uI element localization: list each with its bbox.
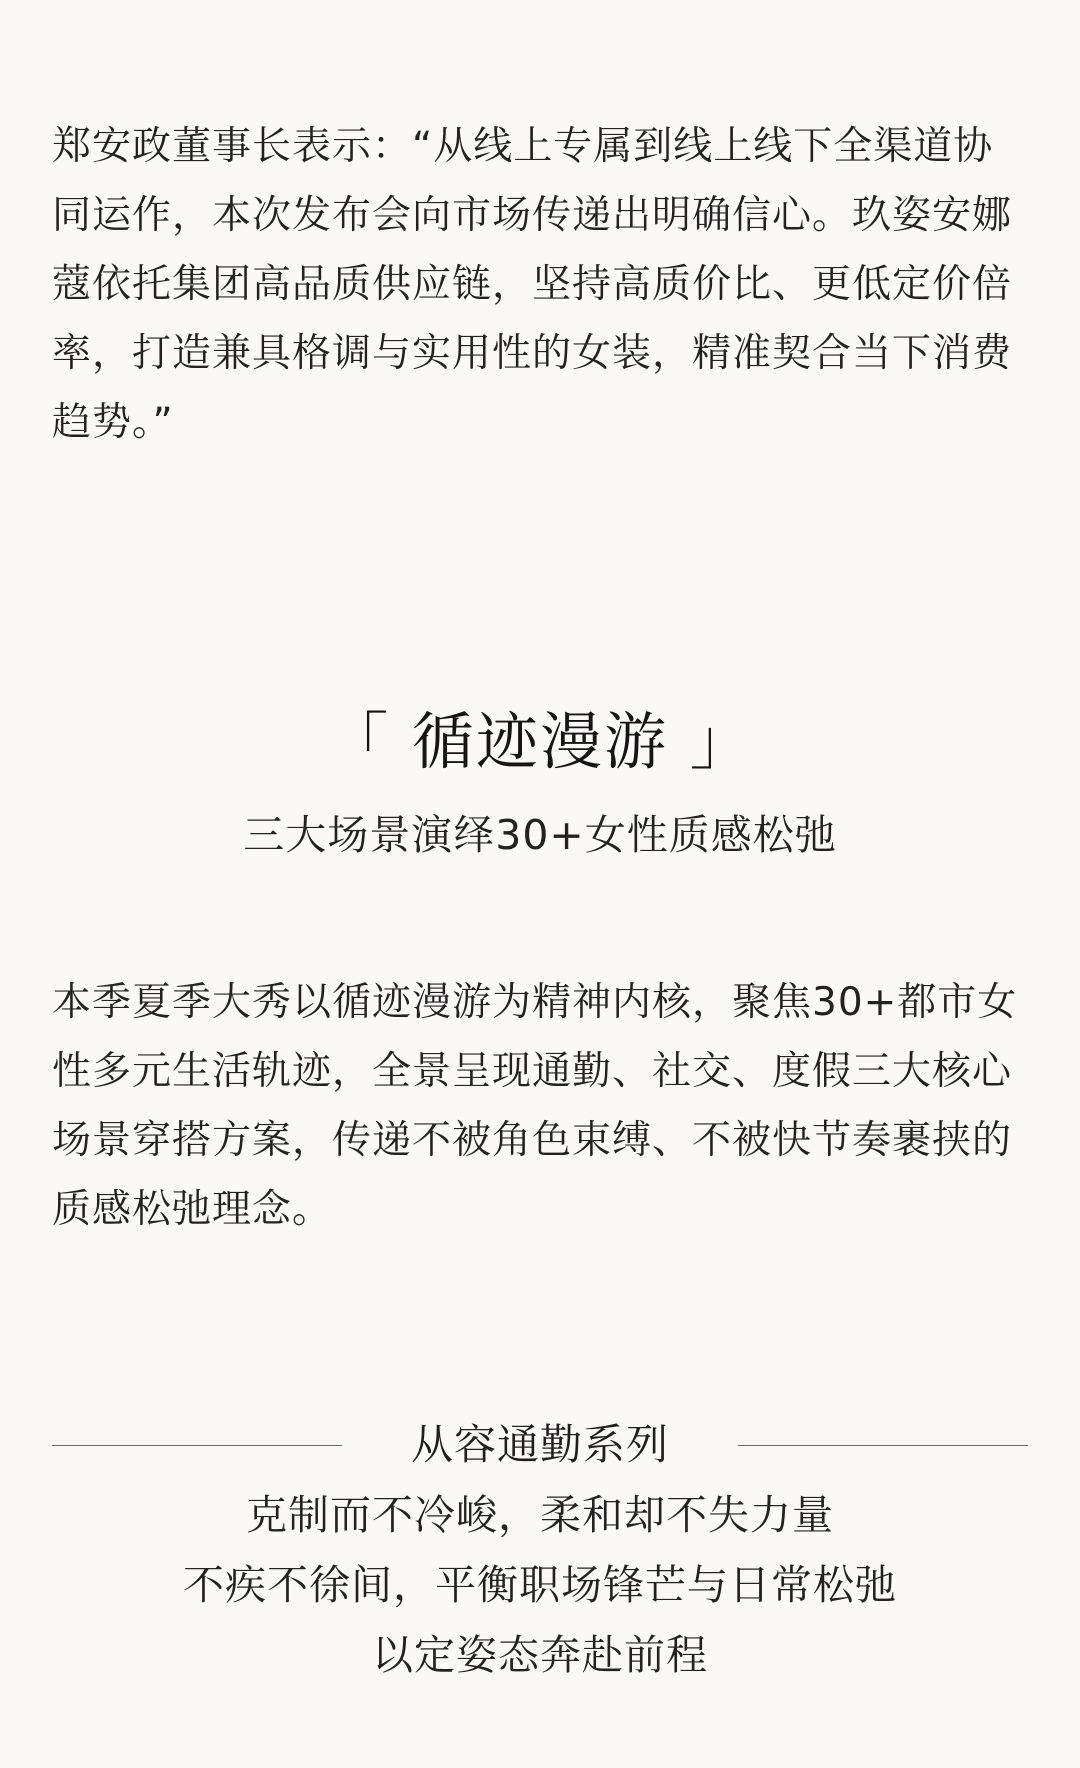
series-tagline-line: 以定姿态奔赴前程 (372, 1631, 708, 1679)
series-tagline-line: 不疾不徐间，平衡职场锋芒与日常松弛 (183, 1561, 897, 1609)
section-subtitle: 三大场景演绎30+女性质感松弛 (243, 811, 837, 859)
divider-right (738, 1445, 1028, 1446)
series-title: 从容通勤系列 (410, 1420, 669, 1469)
series-header (52, 1410, 1028, 1480)
series-tagline-line: 克制而不冷峻，柔和却不失力量 (246, 1491, 834, 1539)
chairman-quote-paragraph: 郑安政董事长表示：“从线上专属到线上线下全渠道协同运作，本次发布会向市场传递出明确信心。玖姿安娜蔻依托集团高品质供应链，坚持高质价比、更低定价倍率，打造兼具格调与实用性的女装，精准契合当下消费趋势。” (52, 124, 1013, 445)
section-title: 「 循迹漫游 」 (326, 705, 754, 778)
section-body-paragraph: 本季夏季大秀以循迹漫游为精神内核，聚焦30+都市女性多元生活轨迹，全景呈现通勤、社交、度假三大核心场景穿搭方案，传递不被角色束缚、不被快节奏裹挟的质感松弛理念。 (52, 980, 1018, 1232)
